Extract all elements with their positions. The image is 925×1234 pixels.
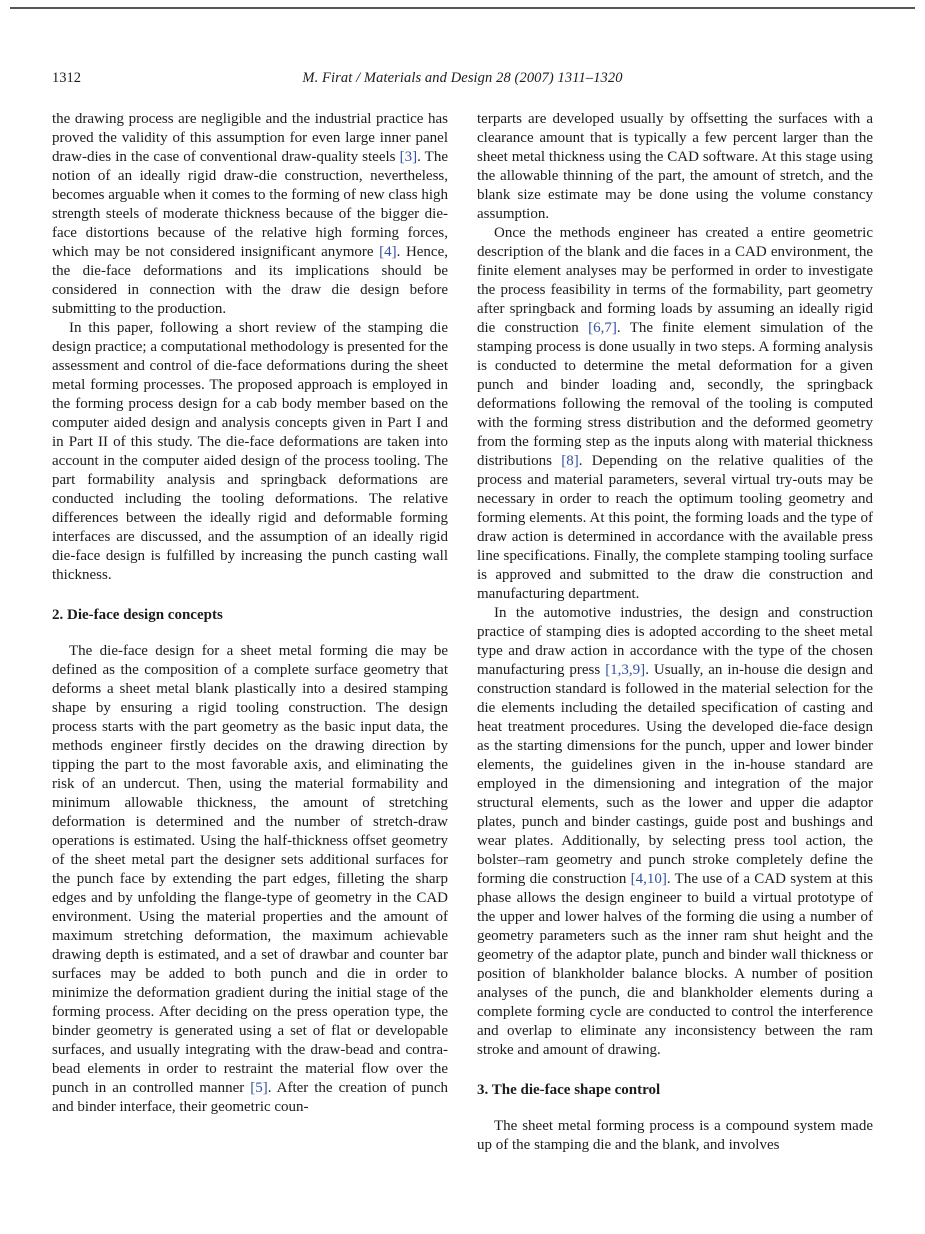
citation-link[interactable]: [1,3,9] <box>605 662 646 678</box>
citation-link[interactable]: [4,10] <box>630 871 667 887</box>
paragraph: The die-face design for a sheet metal forming die may be defined as the composition of a complete surface geometry that deforms a sheet metal blank plastically into a desired stamping shape by ensuring a rigid tooling construction. The design process starts with the part geometry as the basic input data, the methods engineer firstly decides on the drawing direction by tipping the part to the most favorable axis, and eliminating the risk of an undercut. Then, using the material formability and minimum allowable thickness, the amount of stretching deformation is determined and the number of stretch-draw operations is estimated. Using the half-thickness offset geometry of the sheet metal part the designer sets additional surfaces for the punch face by extending the part edges, filleting the sharp edges and by unfolding the flange-type of geometry in the CAD environment. Using the material properties and the amount of maximum stretching deformation, the maximum achievable drawing depth is estimated, and a set of drawbar and counter bar surfaces may be added to both punch and die in order to minimize the deformation gradient during the initial stage of the forming process. After deciding on the press operation type, the binder geometry is generated using a set of flat or developable surfaces, and usually integrating with the draw-bead and contra-bead elements in order to restraint the material flow over the punch in an controlled manner [5]. After the creation of punch and binder interface, their geometric coun- <box>52 643 449 1115</box>
paragraph: The sheet metal forming process is a compound system made up of the stamping die and the blank, and involves <box>477 1118 873 1153</box>
paragraph: In this paper, following a short review of the stamping die design practice; a computational methodology is presented for the assessment and control of die-face deformations during the sheet metal forming processes. The proposed approach is employed in the forming process design for a cab body member based on the computer aided design and analysis concepts given in Part I and in Part II of this study. The die-face deformations are taken into account in the computer aided design of the process tooling. The part formability analysis and springback deformations are conducted including the tooling deformations. The relative differences between the ideally rigid and deformable forming interfaces are discussed, and the assumption of an ideally rigid die-face design is fulfilled by increasing the punch casting wall thickness. <box>52 320 448 583</box>
paragraph: In the automotive industries, the design and construction practice of stamping dies is adopted according to the sheet metal type and draw action in accordance with the type of the chosen manufacturing press [1,3,9]. Usually, an in-house die design and construction standard is followed in the material selection for the die elements including the detailed specification of casting and heat treatment procedures. Using the developed die-face design as the starting dimensions for the punch, upper and lower binder elements, the guidelines given in the in-house standard are employed in the dimensioning and integration of the major structural elements, such as the lower and upper die adaptor plates, punch and binder castings, guide post and bushings and wear plates. Additionally, by selecting press tool action, the bolster–ram geometry and punch stroke completely define the forming die construction [4,10]. The use of a CAD system at this phase allows the design engineer to build a virtual prototype of the upper and lower halves of the forming die using a number of geometry parameters such as the inner ram shut height and the geometry of the adaptor plate, punch and binder wall thickness or position of blankholder balance blocks. A number of position analyses of the punch, die and blankholder elements during a complete forming cycle are conducted to control the interference and overlap to eliminate any inconsistency between the ram stroke and amount of drawing. <box>477 605 873 1058</box>
section-heading: 3. The die-face shape control <box>477 1082 661 1098</box>
running-head: M. Firat / Materials and Design 28 (2007) 1311–1320 <box>302 70 623 86</box>
paragraph: Once the methods engineer has created a entire geometric description of the blank and die faces in a CAD environment, the finite element analyses may be performed in order to investigate the process feasibility in terms of the formability, part geometry after springback and forming loads by assuming an ideally rigid die construction [6,7]. The finite element simulation of the stamping process is done usually in two steps. A forming analysis is conducted to determine the metal deformation for a given punch and binder loading and, secondly, the springback deformations following the removal of the tooling is computed with the forming stress distribution and the deformed geometry from the forming step as the inputs along with material thickness distributions [8]. Depending on the relative qualities of the process and material parameters, several virtual try-outs may be necessary in order to reach the optimum tooling geometry and forming elements. At this point, the forming loads and the type of draw action is determined in accordance with the available press line specifications. Finally, the complete stamping tooling surface is approved and submitted to the draw die construction and manufacturing department. <box>477 225 873 602</box>
paragraph: terparts are developed usually by offsetting the surfaces with a clearance amount that is typically a few percent larger than the sheet metal thickness using the CAD software. At this stage using the allowable thinning of the part, the amount of stretch, and the blank size estimate may be done using the volume constancy assumption. <box>477 111 873 222</box>
section-heading: 2. Die-face design concepts <box>52 607 223 623</box>
left-column <box>52 110 448 1155</box>
paragraph: the drawing process are negligible and the industrial practice has proved the validity of this assumption for even large inner panel draw-dies in the case of conventional draw-quality steels [3]. The notion of an ideally rigid draw-die construction, nevertheless, becomes arguable when it comes to the forming of new class high strength steels of moderate thickness because of the bigger die-face distortions because of the relative high forming forces, which may be not considered insignificant anymore [4]. Hence, the die-face deformations and its implications should be considered in connection with the draw die design before submitting to the production. <box>52 111 449 317</box>
two-column-body <box>52 110 873 1155</box>
citation-link[interactable]: [3] <box>399 149 418 165</box>
citation-link[interactable]: [5] <box>250 1080 268 1096</box>
citation-link[interactable]: [8] <box>561 453 579 469</box>
citation-link[interactable]: [4] <box>379 244 397 260</box>
page-number: 1312 <box>52 70 81 86</box>
citation-link[interactable]: [6,7] <box>588 320 617 336</box>
right-column <box>477 110 873 1155</box>
page-top-rule <box>10 7 915 9</box>
page-header <box>52 70 873 89</box>
